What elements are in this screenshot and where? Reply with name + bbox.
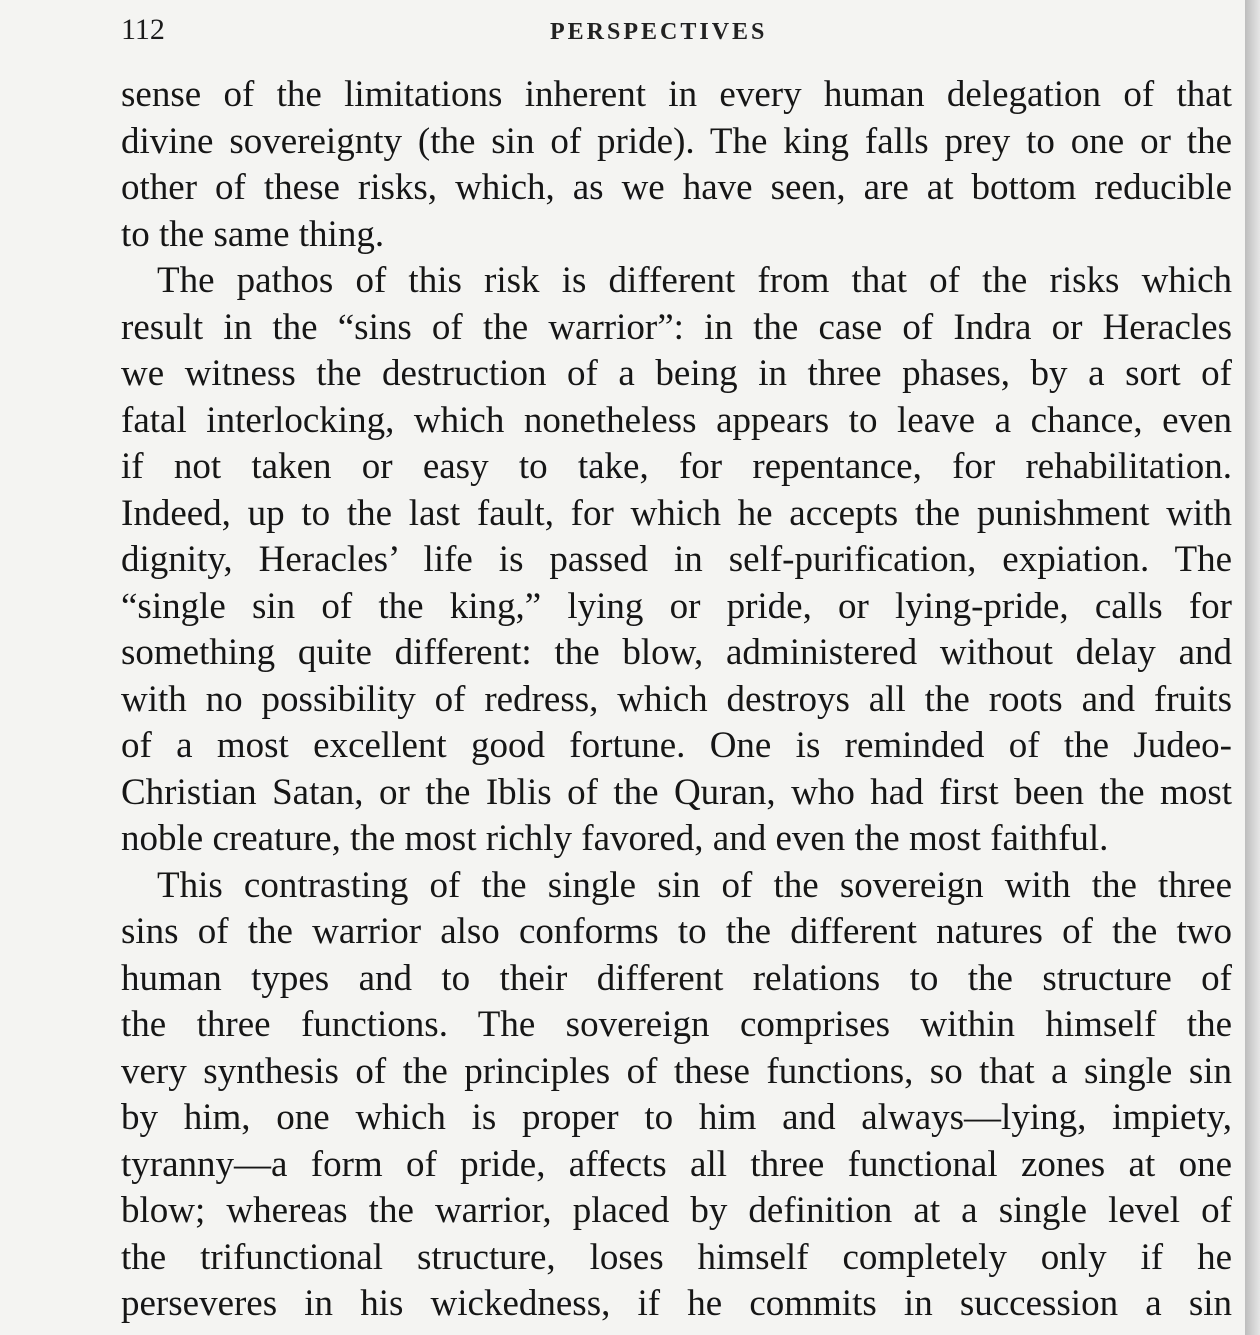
body-text: [121, 72, 1232, 1328]
text-line: This contrasting of the single sin of the sovereign with the three: [157, 864, 1232, 906]
text-line: divine sovereignty (the sin of pride). The king falls prey to one or the: [121, 120, 1232, 162]
text-line: if not taken or easy to take, for repentance, for rehabilitation.: [121, 446, 1232, 487]
text-line: dignity, Heracles’ life is passed in self-purification, expiation. The: [121, 539, 1232, 580]
text-line: something quite different: the blow, administered without delay and: [121, 632, 1232, 673]
text-line: blow; whereas the warrior, placed by definition at a single level of: [121, 1190, 1232, 1231]
text-line: result in the “sins of the warrior”: in the case of Indra or Heracles: [121, 306, 1232, 348]
text-line: perseveres in his wickedness, if he commits in succession a sin: [121, 1283, 1232, 1324]
text-line: noble creature, the most richly favored, and even the most faithful.: [121, 818, 1109, 859]
text-line: to the same thing.: [121, 213, 385, 255]
page-edge-shadow: [1245, 0, 1260, 1335]
text-line: tyranny—a form of pride, affects all three functional zones at one: [121, 1143, 1232, 1185]
text-line: we witness the destruction of a being in three phases, by a sort of: [121, 353, 1232, 394]
text-line: Indeed, up to the last fault, for which he accepts the punishment with: [121, 492, 1232, 534]
text-line: sins of the warrior also conforms to the different natures of the two: [121, 911, 1232, 952]
text-line: the trifunctional structure, loses himself completely only if he: [121, 1236, 1232, 1278]
text-line: by him, one which is proper to him and always—lying, impiety,: [121, 1097, 1232, 1138]
running-title: PERSPECTIVES: [550, 19, 768, 45]
text-line: with no possibility of redress, which destroys all the roots and fruits: [121, 678, 1232, 720]
text-line: the three functions. The sovereign comprises within himself the: [121, 1004, 1232, 1045]
text-line: fatal interlocking, which nonetheless appears to leave a chance, even: [121, 399, 1232, 441]
text-line: Christian Satan, or the Iblis of the Quran, who had first been the most: [121, 771, 1232, 813]
text-line: The pathos of this risk is different from that of the risks which: [157, 260, 1232, 301]
text-line: human types and to their different relations to the structure of: [121, 957, 1232, 999]
text-line: sense of the limitations inherent in every human delegation of that: [121, 74, 1232, 115]
text-line: of a most excellent good fortune. One is reminded of the Judeo-: [121, 725, 1232, 766]
text-line: very synthesis of the principles of these functions, so that a single sin: [121, 1050, 1232, 1092]
text-line: other of these risks, which, as we have seen, are at bottom reducible: [121, 167, 1232, 208]
text-line: “single sin of the king,” lying or pride, or lying-pride, calls for: [121, 585, 1232, 627]
page-number: 112: [121, 13, 165, 46]
